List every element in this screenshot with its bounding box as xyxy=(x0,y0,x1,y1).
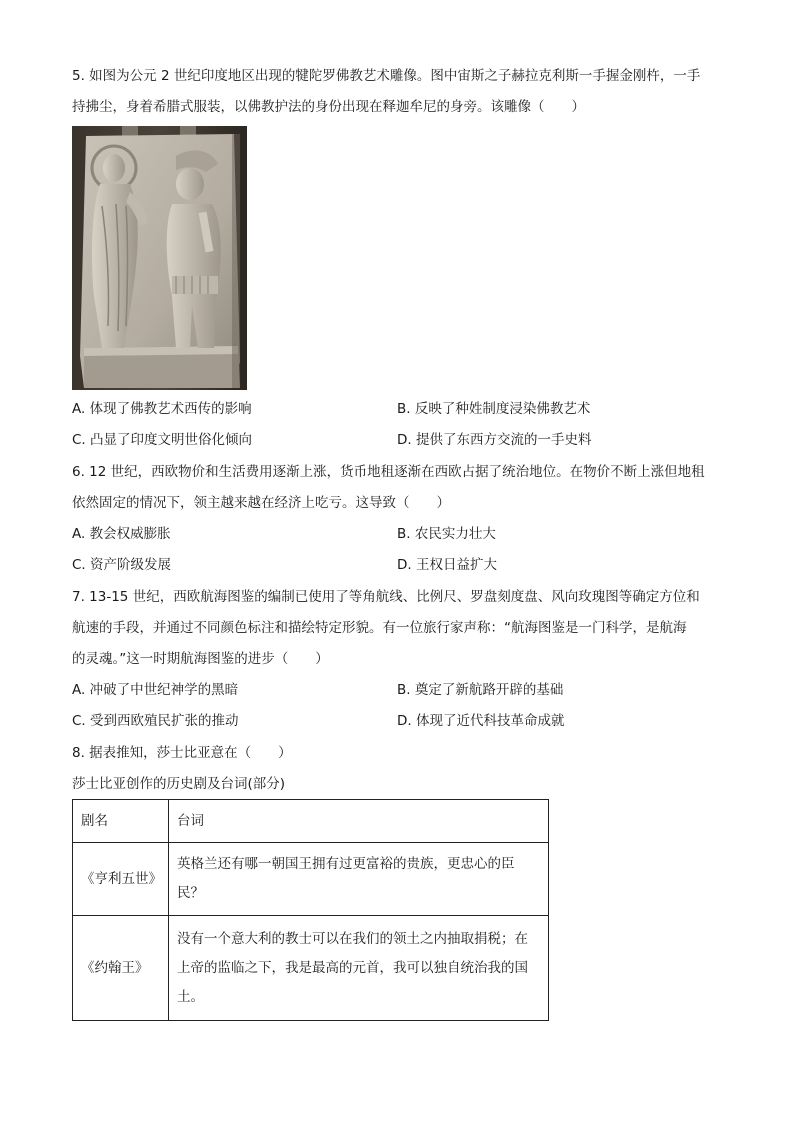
relief-illustration xyxy=(72,126,247,390)
q5-option-d: D. 提供了东西方交流的一手史料 xyxy=(397,432,592,448)
q5-option-b: B. 反映了种姓制度浸染佛教艺术 xyxy=(397,401,591,417)
table-row xyxy=(73,843,549,916)
gandhara-relief-photo xyxy=(72,126,247,390)
q8-stem: 8. 据表推知，莎士比亚意在（ ） xyxy=(72,745,292,761)
q7-stem-line2: 航速的手段，并通过不同颜色标注和描绘特定形貌。有一位旅行家声称：“航海图鉴是一门科学，是航海 xyxy=(72,620,687,636)
q7-stem-line1: 7. 13-15 世纪，西欧航海图鉴的编制已使用了等角航线、比例尺、罗盘刻度盘、风向玫瑰图等确定方位和 xyxy=(72,589,700,605)
table-cell-play: 《约翰王》 xyxy=(73,916,169,1021)
q6-option-d: D. 王权日益扩大 xyxy=(397,557,497,573)
q6-option-a: A. 教会权威膨胀 xyxy=(72,526,171,542)
q6-stem-line2: 依然固定的情况下，领主越来越在经济上吃亏。这导致（ ） xyxy=(72,495,450,511)
q7-option-a: A. 冲破了中世纪神学的黑暗 xyxy=(72,682,239,698)
mount-clip-right xyxy=(180,126,196,136)
q5-stem-line1: 5. 如图为公元 2 世纪印度地区出现的犍陀罗佛教艺术雕像。图中宙斯之子赫拉克利斯一手握金刚杵，一手 xyxy=(72,68,701,84)
table-header-play: 剧名 xyxy=(73,800,169,843)
q6-option-c: C. 资产阶级发展 xyxy=(72,557,172,573)
q5-option-c: C. 凸显了印度文明世俗化倾向 xyxy=(72,432,253,448)
q7-option-b: B. 奠定了新航路开辟的基础 xyxy=(397,682,564,698)
q6-stem-line1: 6. 12 世纪，西欧物价和生活费用逐渐上涨，货币地租逐渐在西欧占据了统治地位。在物价不断上涨但地租 xyxy=(72,464,705,480)
table-header-line: 台词 xyxy=(169,800,549,843)
table-caption: 莎士比亚创作的历史剧及台词(部分) xyxy=(72,776,286,792)
shakespeare-plays-table xyxy=(72,799,549,1021)
q7-option-d: D. 体现了近代科技革命成就 xyxy=(397,713,565,729)
mount-clip-left xyxy=(122,126,138,136)
q7-stem-line3: 的灵魂。”这一时期航海图鉴的进步（ ） xyxy=(72,651,329,667)
q5-option-a: A. 体现了佛教艺术西传的影响 xyxy=(72,401,252,417)
table-cell-line: 没有一个意大利的教士可以在我们的领土之内抽取捐税；在上帝的监临之下，我是最高的元首，我可以独自统治我的国土。 xyxy=(169,916,549,1021)
table-row xyxy=(73,916,549,1021)
q7-option-c: C. 受到西欧殖民扩张的推动 xyxy=(72,713,239,729)
table-cell-play: 《亨利五世》 xyxy=(73,843,169,916)
q5-stem-line2: 持拂尘，身着希腊式服装，以佛教护法的身份出现在释迦牟尼的身旁。该雕像（ ） xyxy=(72,99,585,115)
table-header-row xyxy=(73,800,549,843)
q6-option-b: B. 农民实力壮大 xyxy=(397,526,496,542)
table-cell-line: 英格兰还有哪一朝国王拥有过更富裕的贵族，更忠心的臣民？ xyxy=(169,843,549,916)
